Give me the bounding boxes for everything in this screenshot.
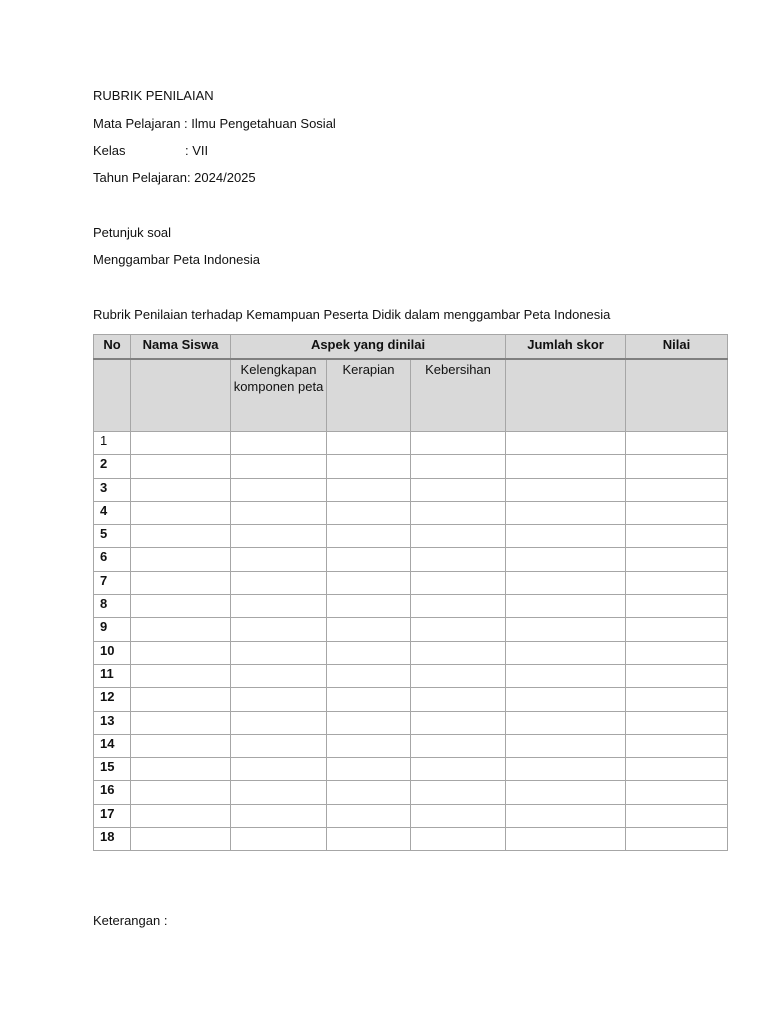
table-row [94, 618, 728, 641]
subheader-empty [94, 359, 131, 432]
grade-cell[interactable] [626, 595, 728, 618]
total-score-cell[interactable] [506, 478, 626, 501]
cleanliness-cell[interactable] [411, 734, 506, 757]
total-score-cell[interactable] [506, 734, 626, 757]
map-completeness-cell[interactable] [231, 548, 327, 571]
student-name-cell[interactable] [131, 548, 231, 571]
map-completeness-cell[interactable] [231, 595, 327, 618]
document-title: RUBRIK PENILAIAN [93, 88, 214, 103]
student-name-cell[interactable] [131, 525, 231, 548]
row-number: 6 [94, 548, 131, 571]
row-number: 4 [94, 501, 131, 524]
subject-line: Mata Pelajaran : Ilmu Pengetahuan Sosial [93, 116, 336, 131]
map-completeness-cell[interactable] [231, 455, 327, 478]
cleanliness-cell[interactable] [411, 595, 506, 618]
neatness-cell[interactable] [327, 781, 411, 804]
cleanliness-cell[interactable] [411, 501, 506, 524]
total-score-cell[interactable] [506, 525, 626, 548]
table-row [94, 758, 728, 781]
row-number: 17 [94, 804, 131, 827]
row-number: 2 [94, 455, 131, 478]
table-row [94, 432, 728, 455]
neatness-cell[interactable] [327, 664, 411, 687]
neatness-cell[interactable] [327, 641, 411, 664]
school-year-line: Tahun Pelajaran: 2024/2025 [93, 170, 256, 185]
neatness-cell[interactable] [327, 571, 411, 594]
subheader-neatness: Kerapian [327, 359, 411, 432]
cleanliness-cell[interactable] [411, 641, 506, 664]
neatness-cell[interactable] [327, 734, 411, 757]
cleanliness-cell[interactable] [411, 432, 506, 455]
neatness-cell[interactable] [327, 455, 411, 478]
row-number: 12 [94, 688, 131, 711]
grade-cell[interactable] [626, 688, 728, 711]
subheader-cleanliness: Kebersihan [411, 359, 506, 432]
class-line [93, 143, 209, 159]
grade-cell[interactable] [626, 432, 728, 455]
map-completeness-cell[interactable] [231, 501, 327, 524]
grade-cell[interactable] [626, 641, 728, 664]
neatness-cell[interactable] [327, 595, 411, 618]
student-name-cell[interactable] [131, 758, 231, 781]
neatness-cell[interactable] [327, 711, 411, 734]
student-name-cell[interactable] [131, 501, 231, 524]
cleanliness-cell[interactable] [411, 478, 506, 501]
row-number: 16 [94, 781, 131, 804]
student-name-cell[interactable] [131, 828, 231, 851]
table-row [94, 595, 728, 618]
table-row [94, 688, 728, 711]
class-label: Kelas [93, 143, 126, 158]
grade-cell[interactable] [626, 711, 728, 734]
grade-cell[interactable] [626, 571, 728, 594]
neatness-cell[interactable] [327, 501, 411, 524]
grade-cell[interactable] [626, 548, 728, 571]
row-number: 1 [94, 432, 131, 455]
map-completeness-cell[interactable] [231, 618, 327, 641]
total-score-cell[interactable] [506, 455, 626, 478]
neatness-cell[interactable] [327, 758, 411, 781]
student-name-cell[interactable] [131, 804, 231, 827]
cleanliness-cell[interactable] [411, 618, 506, 641]
grade-cell[interactable] [626, 758, 728, 781]
neatness-cell[interactable] [327, 478, 411, 501]
subheader-empty [131, 359, 231, 432]
map-completeness-cell[interactable] [231, 525, 327, 548]
total-score-cell[interactable] [506, 804, 626, 827]
student-name-cell[interactable] [131, 711, 231, 734]
table-row [94, 501, 728, 524]
total-score-cell[interactable] [506, 641, 626, 664]
row-number: 9 [94, 618, 131, 641]
total-score-cell[interactable] [506, 781, 626, 804]
grade-cell[interactable] [626, 455, 728, 478]
cleanliness-cell[interactable] [411, 804, 506, 827]
total-score-cell[interactable] [506, 828, 626, 851]
map-completeness-cell[interactable] [231, 734, 327, 757]
total-score-cell[interactable] [506, 688, 626, 711]
table-row [94, 734, 728, 757]
map-completeness-cell[interactable] [231, 571, 327, 594]
table-caption: Rubrik Penilaian terhadap Kemampuan Peserta Didik dalam menggambar Peta Indonesia [93, 307, 611, 322]
cleanliness-cell[interactable] [411, 455, 506, 478]
map-completeness-cell[interactable] [231, 828, 327, 851]
student-name-cell[interactable] [131, 478, 231, 501]
map-completeness-cell[interactable] [231, 478, 327, 501]
neatness-cell[interactable] [327, 432, 411, 455]
neatness-cell[interactable] [327, 804, 411, 827]
grade-cell[interactable] [626, 618, 728, 641]
map-completeness-cell[interactable] [231, 758, 327, 781]
neatness-cell[interactable] [327, 618, 411, 641]
total-score-cell[interactable] [506, 571, 626, 594]
row-number: 13 [94, 711, 131, 734]
header-total-score: Jumlah skor [506, 335, 626, 360]
table-row [94, 571, 728, 594]
subheader-empty [506, 359, 626, 432]
map-completeness-cell[interactable] [231, 688, 327, 711]
total-score-cell[interactable] [506, 548, 626, 571]
neatness-cell[interactable] [327, 828, 411, 851]
header-row [94, 335, 728, 360]
row-number: 10 [94, 641, 131, 664]
row-number: 11 [94, 664, 131, 687]
student-name-cell[interactable] [131, 664, 231, 687]
subheader-empty [626, 359, 728, 432]
map-completeness-cell[interactable] [231, 641, 327, 664]
map-completeness-cell[interactable] [231, 781, 327, 804]
grade-cell[interactable] [626, 781, 728, 804]
table-row [94, 478, 728, 501]
table-row [94, 804, 728, 827]
cleanliness-cell[interactable] [411, 664, 506, 687]
grade-cell[interactable] [626, 525, 728, 548]
total-score-cell[interactable] [506, 501, 626, 524]
row-number: 3 [94, 478, 131, 501]
neatness-cell[interactable] [327, 688, 411, 711]
table-row [94, 781, 728, 804]
instructions-label: Petunjuk soal [93, 225, 172, 240]
total-score-cell[interactable] [506, 618, 626, 641]
row-number: 14 [94, 734, 131, 757]
class-value: : VII [185, 143, 209, 158]
grade-cell[interactable] [626, 804, 728, 827]
map-completeness-cell[interactable] [231, 804, 327, 827]
student-name-cell[interactable] [131, 688, 231, 711]
grade-cell[interactable] [626, 501, 728, 524]
header-grade: Nilai [626, 335, 728, 360]
neatness-cell[interactable] [327, 525, 411, 548]
instructions-task: Menggambar Peta Indonesia [93, 252, 260, 267]
map-completeness-cell[interactable] [231, 432, 327, 455]
grade-cell[interactable] [626, 734, 728, 757]
header-aspects: Aspek yang dinilai [231, 335, 506, 360]
student-name-cell[interactable] [131, 432, 231, 455]
table-row [94, 525, 728, 548]
cleanliness-cell[interactable] [411, 571, 506, 594]
grade-cell[interactable] [626, 828, 728, 851]
table-row [94, 828, 728, 851]
cleanliness-cell[interactable] [411, 548, 506, 571]
student-name-cell[interactable] [131, 595, 231, 618]
cleanliness-cell[interactable] [411, 711, 506, 734]
map-completeness-cell[interactable] [231, 711, 327, 734]
table-row [94, 641, 728, 664]
grade-cell[interactable] [626, 478, 728, 501]
assessment-rubric-table [93, 334, 728, 851]
header-student-name: Nama Siswa [131, 335, 231, 360]
student-name-cell[interactable] [131, 455, 231, 478]
row-number: 18 [94, 828, 131, 851]
total-score-cell[interactable] [506, 758, 626, 781]
row-number: 15 [94, 758, 131, 781]
cleanliness-cell[interactable] [411, 758, 506, 781]
student-name-cell[interactable] [131, 781, 231, 804]
table-row [94, 548, 728, 571]
row-number: 7 [94, 571, 131, 594]
neatness-cell[interactable] [327, 548, 411, 571]
table-row [94, 711, 728, 734]
subheader-row [94, 359, 728, 432]
total-score-cell[interactable] [506, 664, 626, 687]
total-score-cell[interactable] [506, 595, 626, 618]
total-score-cell[interactable] [506, 711, 626, 734]
total-score-cell[interactable] [506, 432, 626, 455]
cleanliness-cell[interactable] [411, 781, 506, 804]
subheader-map-completeness: Kelengkapan komponen peta [231, 359, 327, 432]
table-row [94, 664, 728, 687]
table-row [94, 455, 728, 478]
student-name-cell[interactable] [131, 618, 231, 641]
cleanliness-cell[interactable] [411, 525, 506, 548]
notes-label: Keterangan : [93, 913, 168, 928]
student-name-cell[interactable] [131, 571, 231, 594]
map-completeness-cell[interactable] [231, 664, 327, 687]
cleanliness-cell[interactable] [411, 828, 506, 851]
grade-cell[interactable] [626, 664, 728, 687]
header-no: No [94, 335, 131, 360]
student-name-cell[interactable] [131, 641, 231, 664]
student-name-cell[interactable] [131, 734, 231, 757]
row-number: 8 [94, 595, 131, 618]
cleanliness-cell[interactable] [411, 688, 506, 711]
row-number: 5 [94, 525, 131, 548]
